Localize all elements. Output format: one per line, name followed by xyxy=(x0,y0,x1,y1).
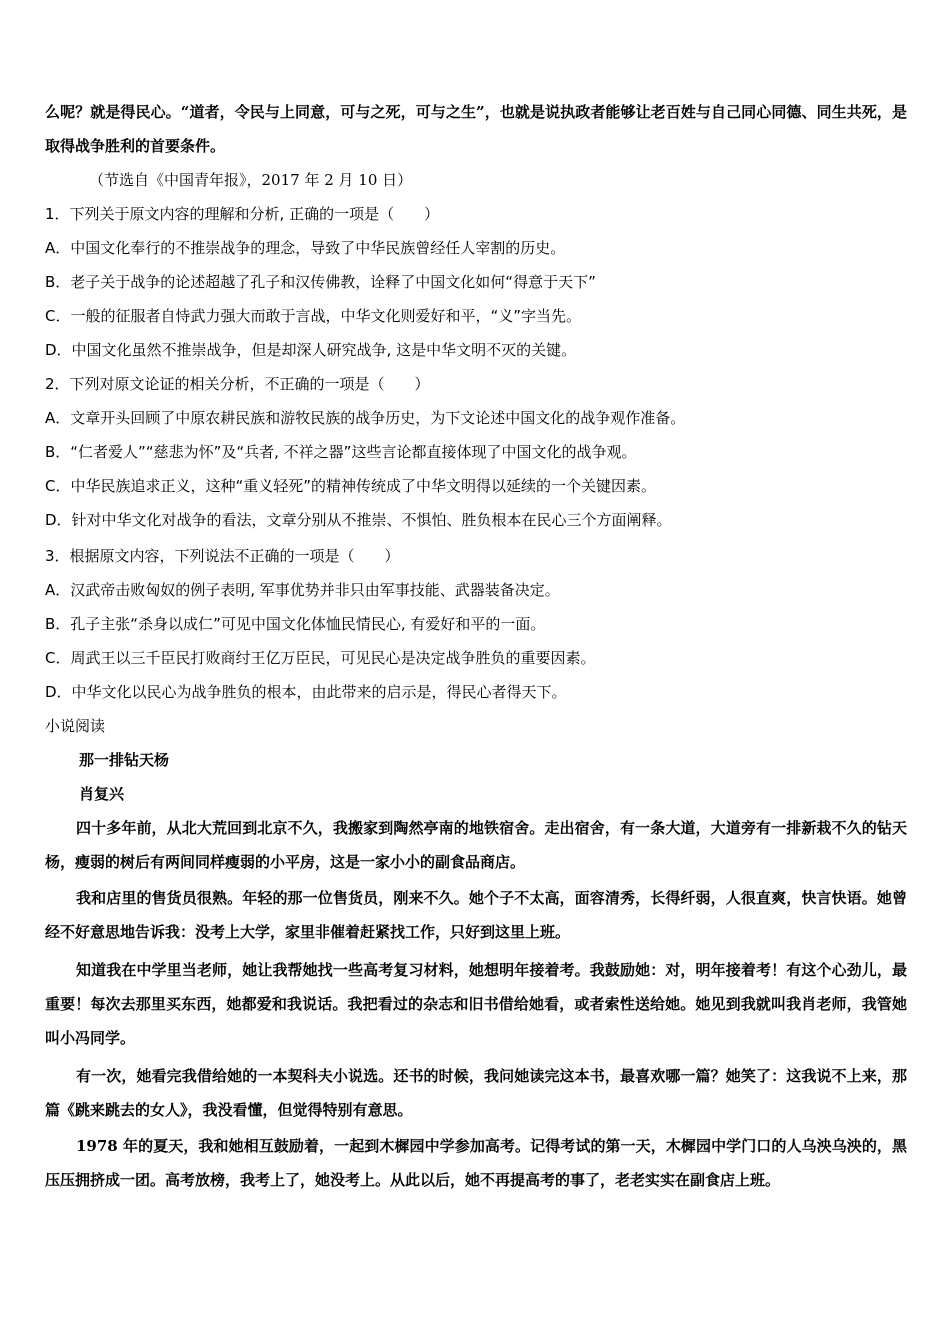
story-paragraph-2: 我和店里的售货员很熟。年轻的那一位售货员，刚来不久。她个子不太高，面容清秀，长得纤弱，人很直爽，快言快语。她曾经不好意思地告诉我：没考上大学，家里非催着赶紧找工作，只好到这里上班。 xyxy=(45,889,907,941)
question-2-stem: 2．下列对原文论证的相关分析，不正确的一项是（ ） xyxy=(45,375,430,393)
story-paragraph-4: 有一次，她看完我借给她的一本契科夫小说选。还书的时候，我问她读完这本书，最喜欢哪一篇？她笑了：这我说不上来，那篇《跳来跳去的女人》，我没看懂，但觉得特别有意思。 xyxy=(45,1067,907,1119)
question-2-option-d: D．针对中华文化对战争的看法，文章分别从不推崇、不惧怕、胜负根本在民心三个方面阐释。 xyxy=(45,511,672,529)
question-3-stem: 3．根据原文内容，下列说法不正确的一项是（ ） xyxy=(45,547,400,565)
question-2-option-a: A．文章开头回顾了中原农耕民族和游牧民族的战争历史，为下文论述中国文化的战争观作准备。 xyxy=(45,409,686,427)
question-3-option-a: A．汉武帝击败匈奴的例子表明, 军事优势并非只由军事技能、武器装备决定。 xyxy=(45,581,560,599)
story-paragraph-5: 1978 年的夏天，我和她相互鼓励着，一起到木樨园中学参加高考。记得考试的第一天，木樨园中学门口的人乌泱乌泱的，黑压压拥挤成一团。高考放榜，我考上了，她没考上。从此以后，她不再提高考的事了，老老实实在副食店上班。 xyxy=(45,1137,907,1189)
question-1-option-c: C．一般的征服者自恃武力强大而敢于言战，中华文化则爱好和平，“义”字当先。 xyxy=(45,307,582,325)
section-heading: 小说阅读 xyxy=(45,717,106,735)
source-note: （节选自《中国青年报》，2017 年 2 月 10 日） xyxy=(89,171,413,189)
story-paragraph-1: 四十多年前，从北大荒回到北京不久，我搬家到陶然亭南的地铁宿舍。走出宿舍，有一条大道，大道旁有一排新栽不久的钻天杨，瘦弱的树后有两间同样瘦弱的小平房，这是一家小小的副食品商店。 xyxy=(45,819,907,871)
question-3-option-b: B．孔子主张“杀身以成仁”可见中国文化体恤民情民心, 有爱好和平的一面。 xyxy=(45,615,546,633)
question-1-option-d: D．中国文化虽然不推崇战争，但是却深人研究战争, 这是中华文明不灭的关键。 xyxy=(45,341,577,359)
question-1-option-b: B．老子关于战争的论述超越了孔子和汉传佛教，诠释了中国文化如何“得意于天下” xyxy=(45,273,596,291)
question-3-option-d: D．中华文化以民心为战争胜负的根本，由此带来的启示是，得民心者得天下。 xyxy=(45,683,567,701)
question-3-option-c: C．周武王以三千臣民打败商纣王亿万臣民，可见民心是决定战争胜负的重要因素。 xyxy=(45,649,596,667)
intro-paragraph: 么呢？就是得民心。“道者，令民与上同意，可与之死，可与之生”，也就是说执政者能够让老百姓与自己同心同德、同生共死，是取得战争胜利的首要条件。 xyxy=(45,103,907,155)
story-paragraph-3: 知道我在中学里当老师，她让我帮她找一些高考复习材料，她想明年接着考。我鼓励她：对，明年接着考！有这个心劲儿，最重要！每次去那里买东西，她都爱和我说话。我把看过的杂志和旧书借给她看，或者索性送给她。她见到我就叫我肖老师，我管她叫小冯同学。 xyxy=(45,961,907,1047)
question-1-stem: 1．下列关于原文内容的理解和分析, 正确的一项是（ ） xyxy=(45,205,440,223)
question-2-option-b: B．“仁者爱人”“慈悲为怀”及“兵者, 不祥之器”这些言论都直接体现了中国文化的战争观。 xyxy=(45,443,637,461)
question-2-option-c: C．中华民族追求正义，这种“重义轻死”的精神传统成了中华文明得以延续的一个关键因素。 xyxy=(45,477,657,495)
question-1-option-a: A．中国文化奉行的不推崇战争的理念，导致了中华民族曾经任人宰割的历史。 xyxy=(45,239,566,257)
story-author: 肖复兴 xyxy=(79,785,125,803)
story-title: 那一排钻天杨 xyxy=(79,751,170,769)
